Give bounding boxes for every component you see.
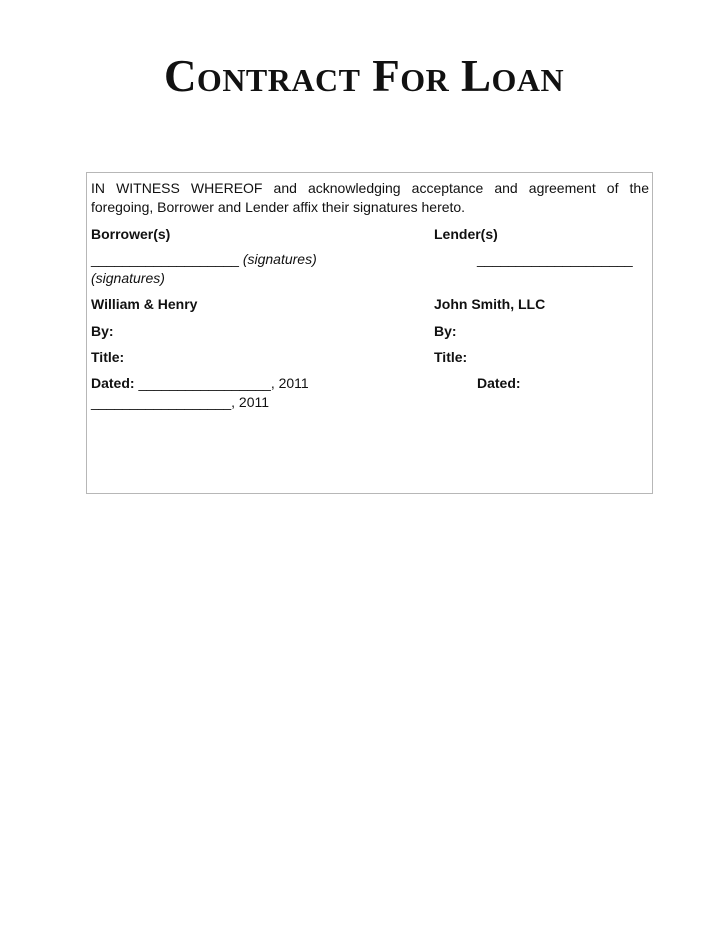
borrower-signature-blank: ___________________ [91,251,239,267]
lender-name: John Smith, LLC [434,296,546,312]
borrower-dated-label: Dated: [91,375,135,391]
signature-block [86,172,653,494]
lender-signature-label: (signatures) [91,270,165,286]
lender-dated-label: Dated: [477,375,521,391]
borrower-title-label: Title: [91,349,125,365]
borrower-dated-row [91,374,309,393]
witness-clause: IN WITNESS WHEREOF and acknowledging acceptance and agreement of the foregoing, Borrower and Lender affix their signatures hereto. [91,180,649,215]
borrower-heading: Borrower(s) [91,226,171,242]
lender-dated-year: , 2011 [231,394,270,410]
borrower-dated-year: , 2011 [270,375,309,391]
lender-by-label: By: [434,323,457,339]
borrower-by-label: By: [91,323,114,339]
borrower-signature-line [91,250,317,269]
borrower-dated-blank: _________________ [138,375,271,391]
lender-heading: Lender(s) [434,226,498,242]
lender-dated-row [91,393,269,412]
lender-title-label: Title: [434,349,468,365]
borrower-signature-label: (signatures) [242,251,317,267]
lender-signature-blank: ____________________ [477,251,633,267]
borrower-name: William & Henry [91,296,198,312]
document-title: Contract For Loan [163,51,565,101]
lender-dated-blank: __________________ [91,394,232,410]
